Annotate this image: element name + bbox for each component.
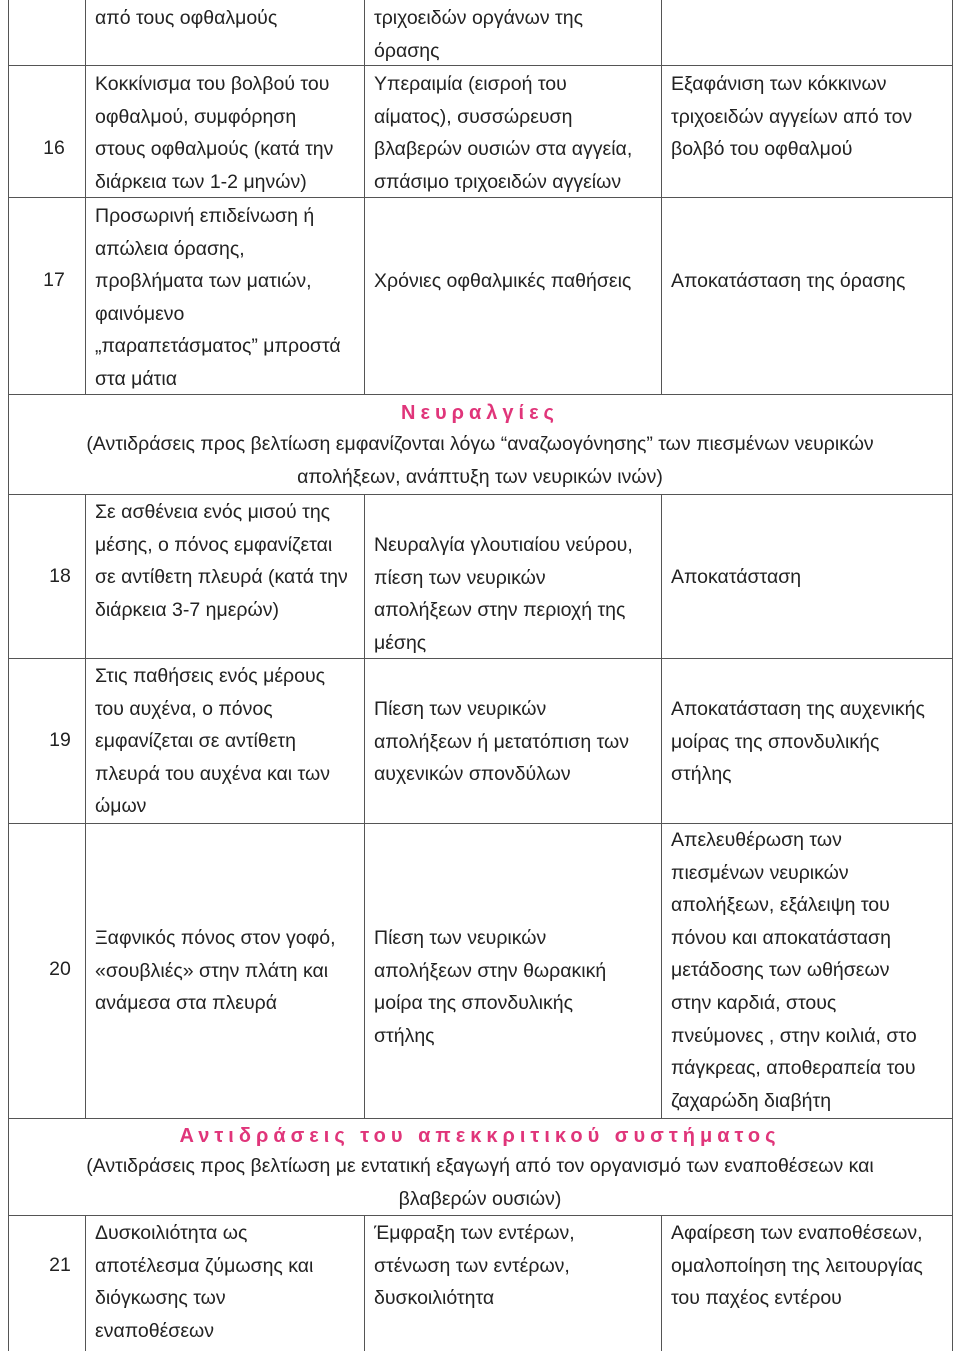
cell-line: Υπεραιμία (εισροή του	[374, 73, 567, 95]
section-title-neuralgias: Νευραλγίες	[401, 402, 559, 424]
cell-line: Αποκατάσταση της αυχενικής	[671, 698, 925, 720]
cell-line: Ξαφνικός πόνος στον γοφό,	[95, 927, 336, 949]
result-cell	[671, 693, 952, 791]
symptoms-cell	[95, 68, 361, 198]
cell-line: Πίεση των νευρικών	[374, 927, 547, 949]
cell-line: διάρκεια των 1-2 μηνών)	[95, 170, 307, 193]
column-divider	[364, 0, 365, 394]
cell-line: στα μάτια	[95, 367, 177, 390]
cell-line: ανάμεσα στα πλευρά	[95, 992, 278, 1015]
cell-line: βλαβερών ουσιών στα αγγεία,	[374, 138, 633, 161]
cell-line: οφθαλμού, συμφόρηση	[95, 105, 297, 128]
cell-line: απολήξεων ή μετατόπιση των	[374, 730, 629, 753]
symptoms-cell	[95, 922, 361, 1020]
cell-line: αποτέλεσμα ζύμωσης και	[95, 1254, 314, 1277]
cell-line: εμφανίζεται σε αντίθετη	[95, 730, 296, 753]
row-number: 19	[49, 729, 71, 751]
cell-line: ζαχαρώδη διαβήτη	[671, 1089, 832, 1112]
cell-line: πάγκρεας, αποθεραπεία του	[671, 1057, 916, 1080]
column-divider	[364, 1215, 365, 1351]
cell-line: σε αντίθετη πλευρά (κατά την	[95, 566, 348, 589]
symptoms-cell	[95, 496, 364, 626]
cell-line: απολήξεων στην θωρακική	[374, 959, 607, 982]
cell-line: Αποκατάσταση της όρασης	[671, 270, 906, 292]
cell-line: πίεση των νευρικών	[374, 566, 546, 589]
cell-line: μετάδοσης των ωθήσεων	[671, 959, 890, 982]
cell-line: απώλεια όρασης,	[95, 237, 245, 260]
cell-line: ώμων	[95, 795, 147, 818]
cell-line: Νευραλγία γλουτιαίου νεύρου,	[374, 534, 633, 556]
cell-line: Δυσκοιλιότητα ως	[95, 1222, 248, 1244]
note-line: (Αντιδράσεις προς βελτίωση εμφανίζονται λόγω “αναζωογόνησης” των πιεσμένων νευρικών	[86, 433, 874, 455]
result-cell	[671, 265, 951, 298]
cell-line: στους οφθαλμούς (κατά την	[95, 138, 334, 161]
cell-line: μοίρα της σπονδυλικής	[374, 992, 573, 1015]
cell-line: στήλης	[671, 763, 732, 786]
row-number: 21	[49, 1254, 71, 1276]
result-cell	[671, 824, 951, 1117]
cell-line: πλευρά του αυχένα και των	[95, 762, 330, 785]
result-cell	[671, 68, 951, 166]
cell-line: δυσκοιλιότητα	[374, 1287, 495, 1310]
cell-line: στένωση των εντέρων,	[374, 1254, 570, 1277]
cell-line: εναποθέσεων	[95, 1319, 214, 1342]
row-number: 20	[49, 958, 71, 980]
section-title-excretory: Αντιδράσεις του απεκκριτικού συστήματος	[179, 1125, 781, 1147]
row-number: 16	[43, 137, 65, 159]
note-line: (Αντιδράσεις προς βελτίωση με εντατική εξαγωγή από τον οργανισμό των εναποθέσεων και	[86, 1155, 874, 1177]
cell-line: Εξαφάνιση των κόκκινων	[671, 73, 887, 95]
cell-line: „παραπετάσματος” μπροστά	[95, 335, 341, 358]
row-divider	[8, 494, 952, 495]
note-line: απολήξεων, ανάπτυξη των νευρικών ινών)	[297, 465, 663, 488]
cell-line: Έμφραξη των εντέρων,	[374, 1222, 575, 1244]
column-divider	[661, 1215, 662, 1351]
cell-line: πνεύμονες , στην κοιλιά, στο	[671, 1024, 917, 1047]
cell-line: ομαλοποίηση της λειτουργίας	[671, 1254, 923, 1277]
cell-line: στην καρδιά, στους	[671, 991, 837, 1014]
cell-line: Σε ασθένεια ενός μισού της	[95, 501, 331, 523]
cell-line: μοίρας της σπονδυλικής	[671, 730, 880, 753]
cell-line: πόνου και αποκατάσταση	[671, 926, 891, 949]
column-divider	[85, 0, 86, 394]
cell-line: Αφαίρεση των εναποθέσεων,	[671, 1222, 923, 1244]
cell-line: Πίεση των νευρικών	[374, 698, 547, 720]
column-divider	[85, 1215, 86, 1351]
row-number: 17	[43, 269, 65, 291]
cause-cell	[374, 2, 658, 67]
symptoms-cell	[95, 200, 364, 396]
cell-line: μέσης	[374, 631, 427, 654]
cell-line: μέσης, ο πόνος εμφανίζεται	[95, 533, 333, 556]
cell-line: Προσωρινή επιδείνωση ή	[95, 205, 315, 227]
cell-line: απολήξεων, εξάλειψη του	[671, 894, 890, 917]
column-divider	[364, 494, 365, 1118]
symptoms-cell	[95, 1217, 361, 1347]
cell-line: αυχενικών σπονδύλων	[374, 763, 571, 786]
cell-line: Απελευθέρωση των	[671, 829, 842, 851]
row-number: 18	[49, 565, 71, 587]
column-divider	[661, 0, 662, 394]
table-border-left	[8, 394, 9, 1351]
cell-line: τριχοειδών οργάνων της	[374, 7, 584, 29]
cell-line: προβλήματα των ματιών,	[95, 270, 312, 293]
note-line: βλαβερών ουσιών)	[398, 1187, 562, 1210]
cause-cell	[374, 1217, 658, 1315]
section-note-excretory	[10, 1150, 950, 1215]
cell-line: «σουβλιές» στην πλάτη και	[95, 959, 329, 982]
cause-cell	[374, 265, 661, 298]
section-note-neuralgias	[10, 428, 950, 493]
cell-line: βολβό του οφθαλμού	[671, 138, 853, 161]
cell-line: αίματος), συσσώρευση	[374, 105, 573, 128]
cause-cell	[374, 529, 661, 659]
column-divider	[661, 494, 662, 1118]
result-cell	[671, 1217, 952, 1315]
cell-line: Χρόνιες οφθαλμικές παθήσεις	[374, 270, 632, 292]
table-border-left	[8, 0, 9, 394]
cause-cell	[374, 693, 658, 791]
symptoms-cell	[95, 2, 361, 35]
cell-line: διάρκεια 3-7 ημερών)	[95, 598, 279, 621]
cell-line: σπάσιμο τριχοειδών αγγείων	[374, 170, 622, 193]
cell-line: Κοκκίνισμα του βολβού του	[95, 73, 330, 95]
cell-line: στήλης	[374, 1024, 435, 1047]
cell-line: φαινόμενο	[95, 302, 185, 325]
cell-line: από τους οφθαλμούς	[95, 7, 278, 29]
cell-line: απολήξεων στην περιοχή της	[374, 599, 626, 622]
cell-line: Αποκατάσταση	[671, 566, 802, 588]
cell-line: πιεσμένων νευρικών	[671, 861, 849, 884]
result-cell	[671, 561, 951, 594]
symptoms-cell	[95, 660, 361, 823]
cell-line: Στις παθήσεις ενός μέρους	[95, 665, 326, 687]
cell-line: του παχέος εντέρου	[671, 1287, 842, 1310]
row-divider	[8, 1118, 952, 1119]
cause-cell	[374, 68, 658, 198]
table-border-right	[952, 0, 953, 1351]
cell-line: του αυχένα, ο πόνος	[95, 697, 273, 720]
cell-line: διόγκωσης των	[95, 1287, 226, 1310]
cell-line: όρασης	[374, 39, 440, 62]
cause-cell	[374, 922, 658, 1052]
cell-line: τριχοειδών αγγείων από τον	[671, 105, 913, 128]
